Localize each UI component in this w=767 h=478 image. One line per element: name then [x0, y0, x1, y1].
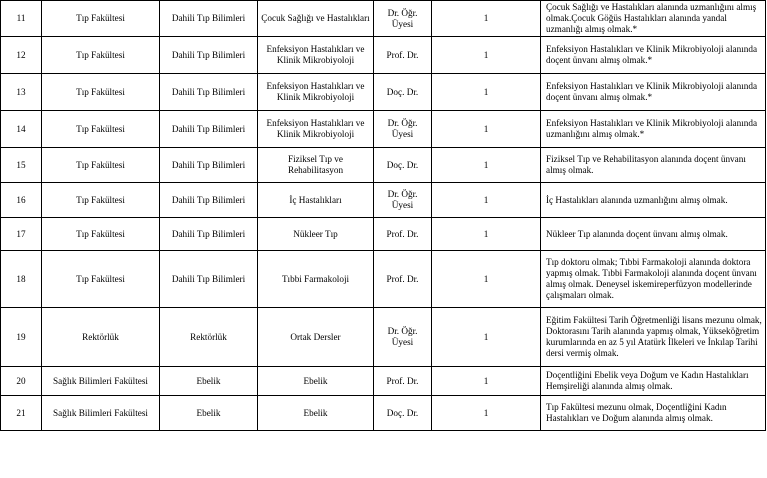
requirements-cell: Tıp Fakültesi mezunu olmak, Doçentliğini Kadın Hastalıkları ve Doğum alanında almış olmak. [541, 396, 766, 431]
table-row [1, 367, 766, 396]
field-cell: Enfeksiyon Hastalıkları ve Klinik Mikrobiyoloji [258, 74, 374, 111]
department-cell: Ebelik [160, 367, 258, 396]
table-row [1, 251, 766, 308]
requirements-cell: Enfeksiyon Hastalıkları ve Klinik Mikrobiyoloji alanında doçent ünvanı almış olmak.* [541, 74, 766, 111]
title-cell: Dr. Öğr. Üyesi [374, 1, 432, 37]
count-cell: 1 [432, 74, 541, 111]
department-cell: Dahili Tıp Bilimleri [160, 148, 258, 183]
row-number: 20 [1, 367, 42, 396]
unit-cell: Tıp Fakültesi [42, 183, 160, 218]
department-cell: Dahili Tıp Bilimleri [160, 1, 258, 37]
count-cell: 1 [432, 111, 541, 148]
title-cell: Prof. Dr. [374, 251, 432, 308]
unit-cell: Tıp Fakültesi [42, 74, 160, 111]
unit-cell: Tıp Fakültesi [42, 251, 160, 308]
field-cell: Nükleer Tıp [258, 218, 374, 251]
department-cell: Dahili Tıp Bilimleri [160, 251, 258, 308]
row-number: 14 [1, 111, 42, 148]
field-cell: Enfeksiyon Hastalıkları ve Klinik Mikrobiyoloji [258, 37, 374, 74]
count-cell: 1 [432, 308, 541, 367]
field-cell: Çocuk Sağlığı ve Hastalıkları [258, 1, 374, 37]
requirements-cell: Nükleer Tıp alanında doçent ünvanı almış olmak. [541, 218, 766, 251]
table-row [1, 183, 766, 218]
title-cell: Prof. Dr. [374, 367, 432, 396]
row-number: 15 [1, 148, 42, 183]
title-cell: Prof. Dr. [374, 37, 432, 74]
requirements-cell: Tıp doktoru olmak; Tıbbi Farmakoloji alanında doktora yapmış olmak. Tıbbi Farmakoloji alanında doçent ünvanı almış olmak. Deneysel iskemireperfüzyon modellerinde çalışmaları olmak. [541, 251, 766, 308]
table-body [1, 1, 766, 431]
unit-cell: Sağlık Bilimleri Fakültesi [42, 367, 160, 396]
requirements-cell: Enfeksiyon Hastalıkları ve Klinik Mikrobiyoloji alanında doçent ünvanı almış olmak.* [541, 37, 766, 74]
title-cell: Dr. Öğr. Üyesi [374, 111, 432, 148]
requirements-cell: Çocuk Sağlığı ve Hastalıkları alanında uzmanlığını almış olmak.Çocuk Göğüs Hastalıkları alanında yandal uzmanlığı almış olmak.* [541, 1, 766, 37]
table-row [1, 74, 766, 111]
title-cell: Doç. Dr. [374, 148, 432, 183]
requirements-cell: Eğitim Fakültesi Tarih Öğretmenliği lisans mezunu olmak, Doktorasını Tarih alanında yapmış olmak, Yükseköğretim kurumlarında en az 5 yıl Atatürk İlkeleri ve İnkılap Tarihi dersi vermiş olmak. [541, 308, 766, 367]
count-cell: 1 [432, 367, 541, 396]
count-cell: 1 [432, 396, 541, 431]
requirements-cell: Enfeksiyon Hastalıkları ve Klinik Mikrobiyoloji alanında uzmanlığını almış olmak.* [541, 111, 766, 148]
title-cell: Dr. Öğr. Üyesi [374, 308, 432, 367]
count-cell: 1 [432, 183, 541, 218]
department-cell: Dahili Tıp Bilimleri [160, 74, 258, 111]
count-cell: 1 [432, 37, 541, 74]
table-row [1, 308, 766, 367]
title-cell: Doç. Dr. [374, 396, 432, 431]
unit-cell: Tıp Fakültesi [42, 37, 160, 74]
field-cell: Fiziksel Tıp ve Rehabilitasyon [258, 148, 374, 183]
requirements-cell: Fiziksel Tıp ve Rehabilitasyon alanında doçent ünvanı almış olmak. [541, 148, 766, 183]
unit-cell: Rektörlük [42, 308, 160, 367]
count-cell: 1 [432, 1, 541, 37]
department-cell: Rektörlük [160, 308, 258, 367]
unit-cell: Tıp Fakültesi [42, 111, 160, 148]
field-cell: Ebelik [258, 367, 374, 396]
unit-cell: Tıp Fakültesi [42, 1, 160, 37]
unit-cell: Tıp Fakültesi [42, 218, 160, 251]
field-cell: İç Hastalıkları [258, 183, 374, 218]
department-cell: Ebelik [160, 396, 258, 431]
title-cell: Prof. Dr. [374, 218, 432, 251]
department-cell: Dahili Tıp Bilimleri [160, 111, 258, 148]
row-number: 12 [1, 37, 42, 74]
table-row [1, 148, 766, 183]
row-number: 19 [1, 308, 42, 367]
row-number: 18 [1, 251, 42, 308]
row-number: 17 [1, 218, 42, 251]
row-number: 16 [1, 183, 42, 218]
count-cell: 1 [432, 251, 541, 308]
table-row [1, 218, 766, 251]
count-cell: 1 [432, 218, 541, 251]
field-cell: Enfeksiyon Hastalıkları ve Klinik Mikrobiyoloji [258, 111, 374, 148]
row-number: 13 [1, 74, 42, 111]
title-cell: Dr. Öğr. Üyesi [374, 183, 432, 218]
department-cell: Dahili Tıp Bilimleri [160, 218, 258, 251]
requirements-cell: Doçentliğini Ebelik veya Doğum ve Kadın Hastalıkları Hemşireliği alanında almış olmak. [541, 367, 766, 396]
count-cell: 1 [432, 148, 541, 183]
field-cell: Tıbbi Farmakoloji [258, 251, 374, 308]
field-cell: Ebelik [258, 396, 374, 431]
field-cell: Ortak Dersler [258, 308, 374, 367]
table-row [1, 1, 766, 37]
requirements-cell: İç Hastalıkları alanında uzmanlığını almış olmak. [541, 183, 766, 218]
table-row [1, 396, 766, 431]
unit-cell: Sağlık Bilimleri Fakültesi [42, 396, 160, 431]
row-number: 11 [1, 1, 42, 37]
table-row [1, 37, 766, 74]
title-cell: Doç. Dr. [374, 74, 432, 111]
row-number: 21 [1, 396, 42, 431]
unit-cell: Tıp Fakültesi [42, 148, 160, 183]
department-cell: Dahili Tıp Bilimleri [160, 37, 258, 74]
department-cell: Dahili Tıp Bilimleri [160, 183, 258, 218]
table-row [1, 111, 766, 148]
